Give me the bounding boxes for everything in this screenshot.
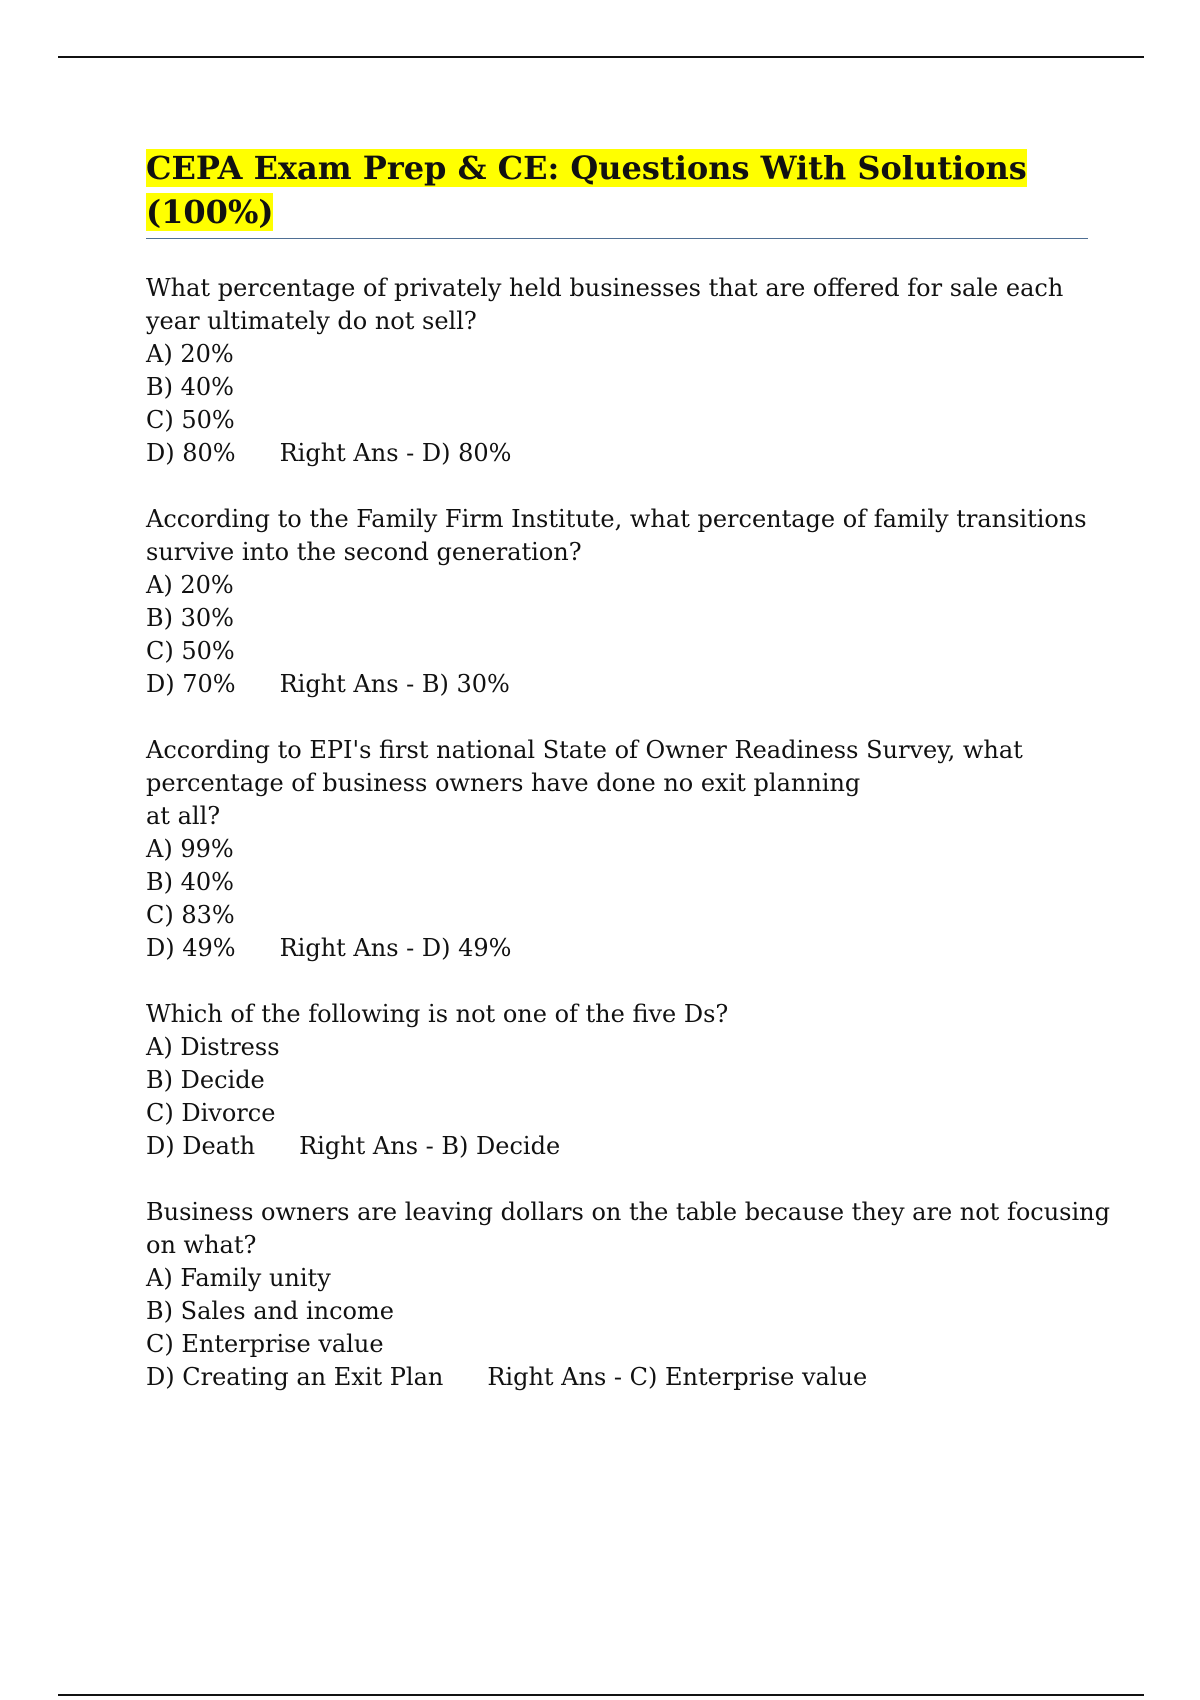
option-b: B) 40%	[146, 868, 234, 896]
option-b: B) Decide	[146, 1066, 265, 1094]
question-block	[146, 734, 1096, 965]
footer-rule	[58, 1694, 1144, 1696]
question-block	[146, 272, 1096, 470]
option-a: A) 99%	[146, 835, 234, 863]
question-text-line: What percentage of privately held businesses that are offered for sale each	[146, 274, 1064, 302]
question-text-line: Business owners are leaving dollars on the table because they are not focusing	[146, 1198, 1110, 1226]
question-text-line: on what?	[146, 1231, 257, 1259]
right-answer: Right Ans - B) 30%	[279, 670, 510, 698]
question-text-line: survive into the second generation?	[146, 538, 582, 566]
header-rule	[58, 56, 1144, 58]
option-c: C) Enterprise value	[146, 1330, 384, 1358]
option-d-with-answer	[146, 932, 1096, 965]
right-answer: Right Ans - C) Enterprise value	[487, 1363, 868, 1391]
question-text-line: Which of the following is not one of the five Ds?	[146, 1000, 729, 1028]
option-d: D) Death	[146, 1132, 256, 1160]
title-line-2: (100%)	[146, 193, 274, 231]
option-d-with-answer	[146, 437, 1096, 470]
option-d: D) 49%	[146, 934, 236, 962]
option-a: A) Distress	[146, 1033, 280, 1061]
questions-list	[146, 272, 1110, 1427]
question-text-line: at all?	[146, 802, 221, 830]
option-b: B) 40%	[146, 373, 234, 401]
title-block	[146, 146, 1086, 234]
page-title	[146, 146, 1086, 234]
option-b: B) 30%	[146, 604, 234, 632]
option-d-with-answer	[146, 1361, 1096, 1394]
right-answer: Right Ans - D) 49%	[279, 934, 512, 962]
option-c: C) Divorce	[146, 1099, 276, 1127]
question-text-line: percentage of business owners have done no exit planning	[146, 769, 861, 797]
option-a: A) Family unity	[146, 1264, 331, 1292]
title-underline-rule	[146, 238, 1088, 239]
title-line-1: CEPA Exam Prep & CE: Questions With Solutions	[146, 149, 1027, 187]
question-text-line: According to the Family Firm Institute, what percentage of family transitions	[146, 505, 1087, 533]
right-answer: Right Ans - D) 80%	[279, 439, 512, 467]
question-block	[146, 1196, 1110, 1394]
question-block	[146, 998, 1096, 1163]
option-d: D) 70%	[146, 670, 236, 698]
option-a: A) 20%	[146, 571, 234, 599]
question-text-line: year ultimately do not sell?	[146, 307, 477, 335]
option-d: D) 80%	[146, 439, 236, 467]
right-answer: Right Ans - B) Decide	[299, 1132, 561, 1160]
option-d-with-answer	[146, 1130, 1096, 1163]
option-b: B) Sales and income	[146, 1297, 394, 1325]
option-d: D) Creating an Exit Plan	[146, 1363, 444, 1391]
option-c: C) 50%	[146, 406, 235, 434]
option-c: C) 83%	[146, 901, 235, 929]
question-text-line: According to EPI's first national State of Owner Readiness Survey, what	[146, 736, 1023, 764]
option-c: C) 50%	[146, 637, 235, 665]
option-a: A) 20%	[146, 340, 234, 368]
question-block	[146, 503, 1096, 701]
option-d-with-answer	[146, 668, 1096, 701]
